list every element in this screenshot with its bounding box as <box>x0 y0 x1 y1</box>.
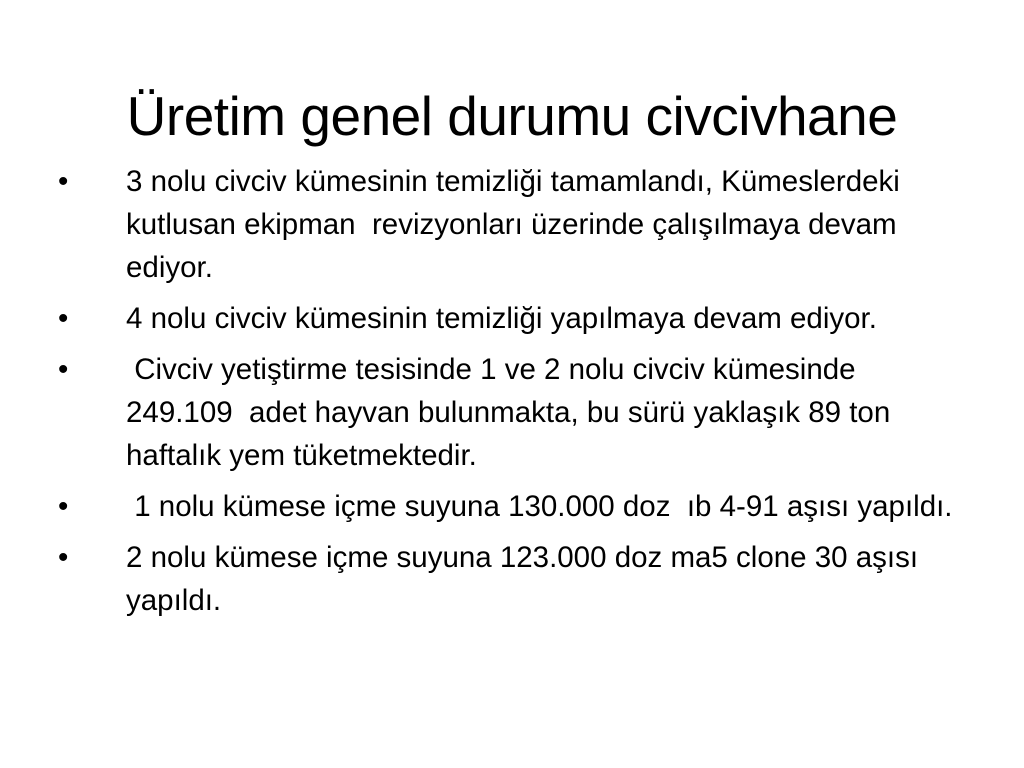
bullet-list <box>58 160 968 630</box>
bullet-text: Civciv yetiştirme tesisinde 1 ve 2 nolu civciv kümesinde 249.109 adet hayvan bulunmakta, bu sürü yaklaşık 89 ton haftalık yem tüketmektedir. <box>126 353 899 472</box>
bullet-item <box>58 536 968 622</box>
bullet-marker: • <box>58 541 69 574</box>
slide-title: Üretim genel durumu civcivhane <box>126 85 898 147</box>
bullet-item <box>58 297 968 340</box>
bullet-text: 3 nolu civciv kümesinin temizliği tamamlandı, Kümeslerdeki kutlusan ekipman revizyonları üzerinde çalışılmaya devam ediyor. <box>126 165 909 284</box>
bullet-marker: • <box>58 353 69 386</box>
bullet-marker: • <box>58 490 69 523</box>
bullet-marker: • <box>58 302 69 335</box>
bullet-item <box>58 485 968 528</box>
bullet-marker: • <box>58 165 69 198</box>
bullet-text: 2 nolu kümese içme suyuna 123.000 doz ma5 clone 30 aşısı yapıldı. <box>126 541 927 617</box>
bullet-item <box>58 160 968 289</box>
bullet-text: 1 nolu kümese içme suyuna 130.000 doz ıb 4-91 aşısı yapıldı. <box>126 490 953 523</box>
bullet-item <box>58 348 968 477</box>
bullet-text: 4 nolu civciv kümesinin temizliği yapılmaya devam ediyor. <box>126 302 877 335</box>
